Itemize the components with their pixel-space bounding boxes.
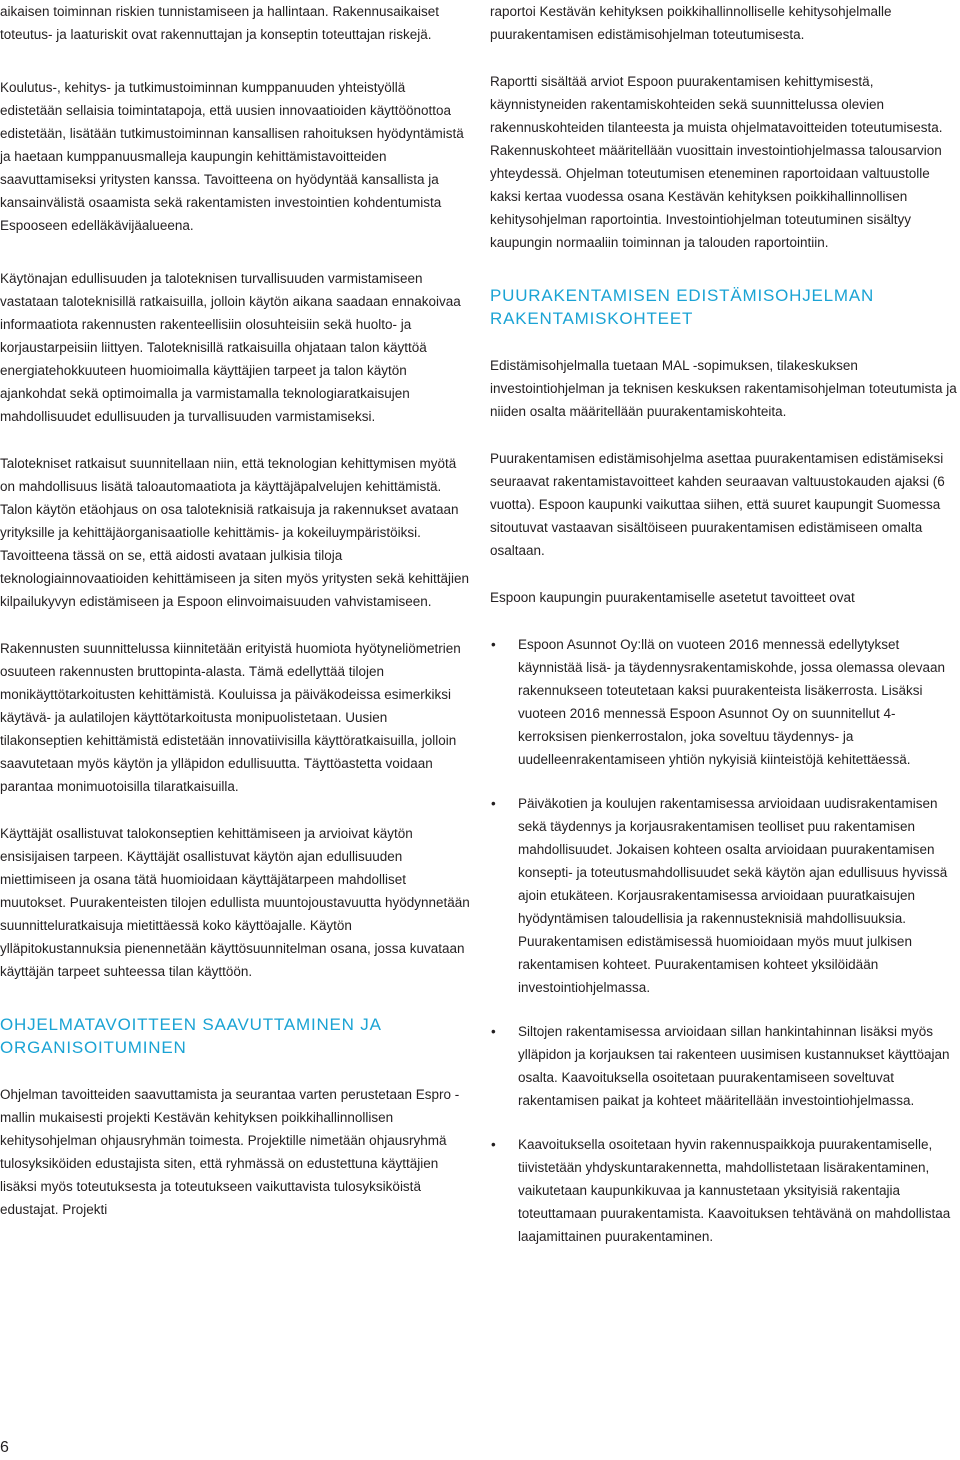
- bullet-icon: •: [491, 1137, 496, 1152]
- bullet-icon: •: [491, 1024, 496, 1039]
- list-item: [490, 792, 960, 999]
- list-item-text: Siltojen rakentamisessa arvioidaan sillan hankintahinnan lisäksi myös ylläpidon ja korjauksen tai rakenteen uusimisen kustannukset käyttöajan osalta. Kaavoituksella osoitetaan puurakentamiseen soveltuvat rakentamisen paikat ja kohteet määritellään investointiohjelmassa.: [518, 1024, 950, 1108]
- goals-list: [490, 633, 960, 1248]
- right-column: [490, 0, 960, 1248]
- paragraph: Käytönajan edullisuuden ja taloteknisen turvallisuuden varmistamiseen vastataan taloteknisillä ratkaisuilla, jolloin käytön aikana saadaan ennakoivaa informaatiota rakennusten rakenteellisiin olosuhteisiin sekä huolto- ja korjaustarpeisiin liittyen. Taloteknisillä ratkaisuilla ohjataan talon käyttöä energiatehokkuuteen huomioimalla käyttäjien tarpeet ja talon käytön ajankohdat sekä optimoimalla ja varmistamalla teknologiaratkaisujen mahdollisuudet edullisuuden ja turvallisuuden varmistamiseksi.: [0, 271, 461, 424]
- page-number: 6: [0, 1439, 9, 1456]
- section-heading: PUURAKENTAMISEN EDISTÄMISOHJELMAN RAKENTAMISKOHTEET: [490, 286, 875, 328]
- paragraph: Talotekniset ratkaisut suunnitellaan niin, että teknologian kehittymisen myötä on mahdollisuus lisätä taloautomaatiota ja käyttäjäpalvelujen kehittämistä. Talon käytön etäohjaus on osa taloteknisiä ratkaisuja ja rakennukset avataan yrityksille ja kehittäjäorganisaatiolle kehittämis- ja kokeiluympäristöiksi. Tavoitteena tässä on se, että aidosti avataan julkisia tiloja teknologiainnovaatioiden kehittämiseen ja siten myös yritysten sekä kehittäjien kilpailukyvyn edistämiseen ja Espoon elinvoimaisuuden vahvistamiseen.: [0, 456, 470, 609]
- paragraph: Käyttäjät osallistuvat talokonseptien kehittämiseen ja arvioivat käytön ensisijaisen tarpeen. Käyttäjät osallistuvat käytön ajan edullisuuden miettimiseen ja osana tätä huomioidaan käyttäjätarpeen mahdolliset muutokset. Puurakenteisten tilojen edullista muuntojoustavuutta hyödynnetään suunnitteluratkaisuja mietittäessä koko käyttöajalle. Käytön ylläpitokustannuksia pienennetään käyttösuunnitelman osana, jossa kuvataan käyttäjän tarpeet suhteessa tilan käyttöön.: [0, 826, 470, 979]
- paragraph: Edistämisohjelmalla tuetaan MAL -sopimuksen, tilakeskuksen investointiohjelman ja teknisen keskuksen rakentamisohjelman toteutumista ja niiden osalta määritellään puurakentamiskohteita.: [490, 358, 957, 419]
- list-item-text: Espoon Asunnot Oy:llä on vuoteen 2016 mennessä edellytykset käynnistää lisä- ja täydennysrakentamiskohde, jossa olemassa olevaan rakennukseen toteutetaan kaksi puurakenteista lisäkerrosta. Lisäksi vuoteen 2016 mennessä Espoon Asunnot Oy on suunnitellut 4-kerroksisen pienkerrostalon, joka soveltuu täydennys- ja uudelleenrakentamiseen yhtiön nykyisiä kiinteistöjä kehitettäessä.: [518, 637, 945, 767]
- list-item-text: Päiväkotien ja koulujen rakentamisessa arvioidaan uudisrakentamisen sekä täydennys ja korjausrakentamisen teolliset puu rakentamisen mahdollisuudet. Jokaisen kohteen osalta arvioidaan puurakentamisen konsepti- ja toteutusmahdollisuudet sekä käytön ajan edullisuus hyvissä ajoin etukäteen. Korjausrakentamisessa arvioidaan puuratkaisujen hyödyntämisen taloudellisia ja rakennusteknisiä mahdollisuuksia. Puurakentamisen edistämisessä huomioidaan myös muut julkisen rakentamisen kohteet. Puurakentamisen kohteet yksilöidään investointiohjelmassa.: [518, 796, 948, 995]
- paragraph: Raportti sisältää arviot Espoon puurakentamisen kehittymisestä, käynnistyneiden rakentamiskohteiden sekä suunnittelussa olevien rakennuskohteiden tilanteesta ja muista ohjelmatavoitteiden toteutumisesta. Rakennuskohteet määritellään vuosittain investointiohjelmassa talousarvion yhteydessä. Ohjelman toteutumisen eteneminen raportoidaan valtuustolle kaksi kertaa vuodessa osana Kestävän kehityksen poikkihallinnollisen kehitysohjelman raportointia. Investointiohjelman toteutuminen sisältyy kaupungin normaaliin toiminnan ja talouden raportointiin.: [490, 74, 943, 250]
- list-item: [490, 1020, 960, 1112]
- paragraph: raportoi Kestävän kehityksen poikkihallinnolliselle kehitysohjelmalle puurakentamisen edistämisohjelman toteutumisesta.: [490, 4, 892, 42]
- list-item: [490, 1133, 960, 1248]
- left-column: [0, 0, 470, 1221]
- paragraph: Puurakentamisen edistämisohjelma asettaa puurakentamisen edistämiseksi seuraavat rakentamistavoitteet kahden seuraavan valtuustokauden ajaksi (6 vuotta). Espoon kaupunki vaikuttaa siihen, että suuret kaupungit Suomessa sitoutuvat vastaavan sisältöiseen puurakentamisen edistämiseen omalta osaltaan.: [490, 451, 945, 558]
- paragraph: Espoon kaupungin puurakentamiselle asetetut tavoitteet ovat: [490, 590, 855, 605]
- paragraph: Koulutus-, kehitys- ja tutkimustoiminnan kumppanuuden yhteistyöllä edistetään sellaisia toimintatapoja, että uusien innovaatioiden käyttöönottoa edistetään, lisätään tutkimustoiminnan kansallisen rahoituksen hyödyntämistä ja haetaan kumppanuusmalleja kaupungin kehittämistavoitteiden saavuttamiseksi yritysten kanssa. Tavoitteena on hyödyntää kansallista ja kansainvälistä osaamista sekä rakentamisten investointien kohdentumista Espooseen edelläkävijäalueena.: [0, 80, 464, 233]
- list-item: [490, 633, 960, 771]
- bullet-icon: •: [491, 637, 496, 652]
- bullet-icon: •: [491, 796, 496, 811]
- section-heading: OHJELMATAVOITTEEN SAAVUTTAMINEN JA ORGANISOITUMINEN: [0, 1015, 381, 1057]
- paragraph: aikaisen toiminnan riskien tunnistamiseen ja hallintaan. Rakennusaikaiset toteutus- ja laaturiskit ovat rakennuttajan ja konseptin toteuttajan riskejä.: [0, 4, 440, 42]
- paragraph: Rakennusten suunnittelussa kiinnitetään erityistä huomiota hyötyneliömetrien osuuteen rakennusten bruttopinta-alasta. Tämä edellyttää tilojen monikäyttötarkoitusten kehittämistä. Kouluissa ja päiväkodeissa esimerkiksi käytävä- ja aulatilojen käyttötarkoitusta monipuolistetaan. Uusien tilakonseptien kehittämistä edistetään innovatiivisilla käyttöratkaisuilla, jolloin saavutetaan myös käytön ja ylläpidon edullisuutta. Täyttöastetta voidaan parantaa monimuotoisilla tilaratkaisuilla.: [0, 641, 461, 794]
- paragraph: Ohjelman tavoitteiden saavuttamista ja seurantaa varten perustetaan Espro -mallin mukaisesti projekti Kestävän kehityksen poikkihallinnollisen kehitysohjelman ohjausryhmän toimesta. Projektille nimetään ohjausryhmä tulosyksiköiden edustajista siten, että ryhmässä on edustettuna käyttäjien lisäksi myös toteutuksesta ja toteutukseen vaikuttavista tulosyksiköistä edustajat. Projekti: [0, 1087, 460, 1217]
- list-item-text: Kaavoituksella osoitetaan hyvin rakennuspaikkoja puurakentamiselle, tiivistetään yhdyskuntarakennetta, mahdollistetaan lisärakentaminen, vaikutetaan kaupunkikuvaa ja kannustetaan yksityisiä rakentajia toteuttamaan puurakentamista. Kaavoituksen tehtävänä on mahdollistaa laajamittainen puurakentaminen.: [518, 1137, 951, 1244]
